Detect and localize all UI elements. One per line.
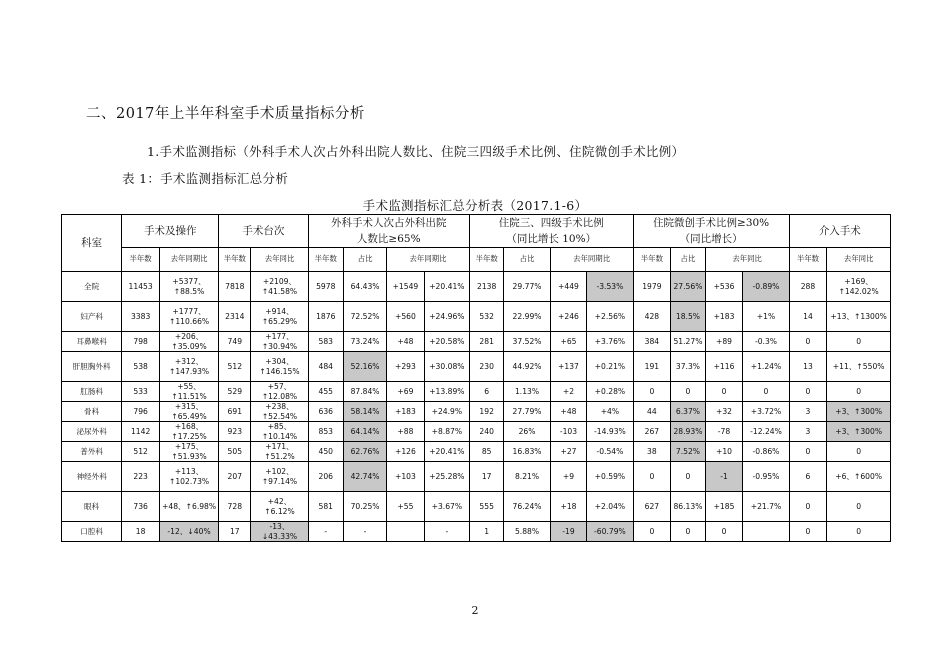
dept-cell: 口腔科 — [62, 522, 122, 542]
data-cell: 0 — [789, 492, 827, 522]
data-cell: 28.93% — [671, 422, 705, 442]
data-cell: 736 — [122, 492, 160, 522]
data-cell: +65 — [550, 332, 587, 352]
data-cell: -0.3% — [743, 332, 789, 352]
data-cell: +20.41% — [424, 442, 469, 462]
data-cell: 384 — [633, 332, 671, 352]
data-cell: +183 — [387, 402, 425, 422]
dept-cell: 肛肠科 — [62, 382, 122, 402]
data-cell: -3.53% — [587, 272, 633, 302]
data-cell: +1.24% — [743, 352, 789, 382]
sub-header: 占比 — [344, 248, 387, 272]
table-row — [62, 352, 891, 382]
data-cell: 1142 — [122, 422, 160, 442]
table-row — [62, 402, 891, 422]
data-cell: +169、↑142.02% — [827, 272, 891, 302]
dept-cell: 普外科 — [62, 442, 122, 462]
data-cell: +206、↑35.09% — [159, 332, 218, 352]
data-cell: +536 — [705, 272, 743, 302]
data-cell: +1% — [743, 302, 789, 332]
data-cell: +13.89% — [424, 382, 469, 402]
data-cell: - — [424, 522, 469, 542]
data-cell: 18.5% — [671, 302, 705, 332]
data-cell: 87.84% — [344, 382, 387, 402]
data-cell: 2314 — [219, 302, 251, 332]
data-cell: +11、↑550% — [827, 352, 891, 382]
surgery-indicator-table — [61, 214, 891, 542]
data-cell: +0.28% — [587, 382, 633, 402]
data-cell: 728 — [219, 492, 251, 522]
data-cell: 627 — [633, 492, 671, 522]
data-cell: 70.25% — [344, 492, 387, 522]
data-cell: 512 — [219, 352, 251, 382]
data-cell: 6 — [469, 382, 503, 402]
data-cell: 0 — [705, 522, 743, 542]
table-row — [62, 492, 891, 522]
data-cell: +25.28% — [424, 462, 469, 492]
data-cell: +85、↑10.14% — [251, 422, 308, 442]
data-cell: -60.79% — [587, 522, 633, 542]
sub-header: 占比 — [671, 248, 705, 272]
data-cell: -14.93% — [587, 422, 633, 442]
data-cell: +126 — [387, 442, 425, 462]
data-cell: 85 — [469, 442, 503, 462]
data-cell: -12、↓40% — [159, 522, 218, 542]
data-cell: +3.67% — [424, 492, 469, 522]
data-cell: 0 — [827, 442, 891, 462]
data-cell: 6.37% — [671, 402, 705, 422]
sub-header: 去年同比 — [705, 248, 789, 272]
data-cell: 0 — [789, 522, 827, 542]
data-cell: +2.56% — [587, 302, 633, 332]
data-cell: 44.92% — [504, 352, 550, 382]
sub-header: 去年同期比 — [159, 248, 218, 272]
data-cell: 581 — [308, 492, 344, 522]
data-cell: +1777、↑110.66% — [159, 302, 218, 332]
data-cell: +48 — [387, 332, 425, 352]
data-cell: 18 — [122, 522, 160, 542]
data-cell: +238、↑52.54% — [251, 402, 308, 422]
data-cell: -12.24% — [743, 422, 789, 442]
data-cell: +304、↑146.15% — [251, 352, 308, 382]
data-cell: 505 — [219, 442, 251, 462]
data-cell: 267 — [633, 422, 671, 442]
sub-header: 半年数 — [469, 248, 503, 272]
dept-cell: 全院 — [62, 272, 122, 302]
data-cell: 281 — [469, 332, 503, 352]
data-cell: +30.08% — [424, 352, 469, 382]
data-cell: 3 — [789, 402, 827, 422]
data-cell: -0.86% — [743, 442, 789, 462]
data-cell: +55 — [387, 492, 425, 522]
data-cell: 0 — [743, 382, 789, 402]
group-header: 外科手术人次占外科出院 人数比≥65% — [308, 215, 469, 248]
sub-header: 去年同期比 — [550, 248, 633, 272]
data-cell: 0 — [671, 522, 705, 542]
data-cell: +24.9% — [424, 402, 469, 422]
data-cell: 6 — [789, 462, 827, 492]
data-cell: 0 — [789, 332, 827, 352]
data-cell: +171、↑51.2% — [251, 442, 308, 462]
data-cell: 0 — [827, 332, 891, 352]
data-cell: 38 — [633, 442, 671, 462]
group-header: 住院三、四级手术比例 （同比增长 10%） — [469, 215, 633, 248]
data-cell: +48、↑6.98% — [159, 492, 218, 522]
col-dept: 科室 — [62, 215, 122, 272]
data-cell: 207 — [219, 462, 251, 492]
data-cell: 484 — [308, 352, 344, 382]
data-cell: 17 — [469, 462, 503, 492]
data-cell: 923 — [219, 422, 251, 442]
sub-header: 去年同比 — [251, 248, 308, 272]
data-cell: 240 — [469, 422, 503, 442]
data-cell: 3383 — [122, 302, 160, 332]
page-number: 2 — [471, 604, 479, 617]
data-cell: -0.95% — [743, 462, 789, 492]
data-cell: +4% — [587, 402, 633, 422]
data-cell: 428 — [633, 302, 671, 332]
dept-cell: 骨科 — [62, 402, 122, 422]
data-cell: +185 — [705, 492, 743, 522]
data-cell: 288 — [789, 272, 827, 302]
data-cell: +9 — [550, 462, 587, 492]
data-cell — [743, 522, 789, 542]
data-cell: 62.76% — [344, 442, 387, 462]
data-cell: +88 — [387, 422, 425, 442]
data-cell: +18 — [550, 492, 587, 522]
table-row — [62, 302, 891, 332]
table-caption: 表 1：手术监测指标汇总分析 — [122, 171, 289, 186]
group-header: 介入手术 — [789, 215, 890, 248]
section-heading: 二、2017年上半年科室手术质量指标分析 — [86, 106, 365, 122]
dept-cell: 肝胆胸外科 — [62, 352, 122, 382]
data-cell: 0 — [827, 522, 891, 542]
data-cell: 44 — [633, 402, 671, 422]
data-cell: 583 — [308, 332, 344, 352]
data-cell: 86.13% — [671, 492, 705, 522]
data-cell: 0 — [633, 382, 671, 402]
table-row — [62, 332, 891, 352]
data-cell: 52.16% — [344, 352, 387, 382]
data-cell: 27.56% — [671, 272, 705, 302]
data-cell: +102、↑97.14% — [251, 462, 308, 492]
data-cell: 27.79% — [504, 402, 550, 422]
data-cell: 5.88% — [504, 522, 550, 542]
data-cell: - — [308, 522, 344, 542]
data-cell: 58.14% — [344, 402, 387, 422]
table-row — [62, 422, 891, 442]
data-cell: +3、↑300% — [827, 422, 891, 442]
data-cell: +32 — [705, 402, 743, 422]
data-cell: 529 — [219, 382, 251, 402]
data-cell: -13、↓43.33% — [251, 522, 308, 542]
data-cell: +246 — [550, 302, 587, 332]
data-cell: 73.24% — [344, 332, 387, 352]
data-cell: +312、↑147.93% — [159, 352, 218, 382]
data-cell: +177、↑30.94% — [251, 332, 308, 352]
data-cell: +168、↑17.25% — [159, 422, 218, 442]
data-cell: 29.77% — [504, 272, 550, 302]
data-cell: +3.72% — [743, 402, 789, 422]
data-cell: 0 — [789, 382, 827, 402]
data-cell: 0 — [671, 382, 705, 402]
data-cell: +8.87% — [424, 422, 469, 442]
data-cell: +1549 — [387, 272, 425, 302]
data-cell: 853 — [308, 422, 344, 442]
data-cell: 0 — [633, 522, 671, 542]
data-cell: 538 — [122, 352, 160, 382]
data-cell: 76.24% — [504, 492, 550, 522]
data-cell: +0.21% — [587, 352, 633, 382]
dept-cell: 神经外科 — [62, 462, 122, 492]
data-cell: 0 — [633, 462, 671, 492]
data-cell: 5978 — [308, 272, 344, 302]
data-cell: 64.14% — [344, 422, 387, 442]
data-cell: 17 — [219, 522, 251, 542]
data-cell: +914、↑65.29% — [251, 302, 308, 332]
data-cell: 7.52% — [671, 442, 705, 462]
sub-header: 半年数 — [219, 248, 251, 272]
table-row — [62, 522, 891, 542]
data-cell: 11453 — [122, 272, 160, 302]
table-row — [62, 382, 891, 402]
data-cell: -0.89% — [743, 272, 789, 302]
data-cell: 42.74% — [344, 462, 387, 492]
data-cell: 555 — [469, 492, 503, 522]
data-cell: 0 — [827, 382, 891, 402]
data-cell: 796 — [122, 402, 160, 422]
dept-cell: 耳鼻喉科 — [62, 332, 122, 352]
data-cell: 192 — [469, 402, 503, 422]
data-cell: 26% — [504, 422, 550, 442]
sub-header: 半年数 — [308, 248, 344, 272]
data-cell: +315、↑65.49% — [159, 402, 218, 422]
data-cell: 0 — [671, 462, 705, 492]
table-row — [62, 462, 891, 492]
data-cell: 14 — [789, 302, 827, 332]
data-cell: 206 — [308, 462, 344, 492]
data-cell: +0.59% — [587, 462, 633, 492]
data-cell: 0 — [789, 442, 827, 462]
data-cell: +55、↑11.51% — [159, 382, 218, 402]
data-cell: 1 — [469, 522, 503, 542]
data-cell: 749 — [219, 332, 251, 352]
data-cell: 691 — [219, 402, 251, 422]
group-header: 住院微创手术比例≥30% （同比增长） — [633, 215, 789, 248]
data-cell: 37.52% — [504, 332, 550, 352]
data-cell: 512 — [122, 442, 160, 462]
data-cell: 798 — [122, 332, 160, 352]
data-cell: +3.76% — [587, 332, 633, 352]
data-cell: -0.54% — [587, 442, 633, 462]
data-cell: +183 — [705, 302, 743, 332]
data-cell: +3、↑300% — [827, 402, 891, 422]
sub-header: 去年同期比 — [387, 248, 470, 272]
data-cell: -103 — [550, 422, 587, 442]
data-cell: +113、↑102.73% — [159, 462, 218, 492]
data-cell: +560 — [387, 302, 425, 332]
group-header: 手术台次 — [219, 215, 308, 248]
table-title: 手术监测指标汇总分析表（2017.1-6） — [362, 198, 588, 213]
data-cell: 1.13% — [504, 382, 550, 402]
data-cell: +5377、↑88.5% — [159, 272, 218, 302]
data-cell: +27 — [550, 442, 587, 462]
sub-header: 去年同比 — [827, 248, 891, 272]
data-cell: 16.83% — [504, 442, 550, 462]
data-cell: 2138 — [469, 272, 503, 302]
sub-header: 占比 — [504, 248, 550, 272]
data-cell: - — [344, 522, 387, 542]
data-cell: +24.96% — [424, 302, 469, 332]
data-cell: +6、↑600% — [827, 462, 891, 492]
dept-cell: 泌尿外科 — [62, 422, 122, 442]
data-cell: +293 — [387, 352, 425, 382]
data-cell: 1876 — [308, 302, 344, 332]
data-cell: +10 — [705, 442, 743, 462]
data-cell: -19 — [550, 522, 587, 542]
data-cell: 0 — [705, 382, 743, 402]
data-cell: +69 — [387, 382, 425, 402]
data-cell: +2109、↑41.58% — [251, 272, 308, 302]
data-cell: 64.43% — [344, 272, 387, 302]
data-cell: +2.04% — [587, 492, 633, 522]
data-cell: +137 — [550, 352, 587, 382]
sub-header: 半年数 — [789, 248, 827, 272]
sub-header: 半年数 — [122, 248, 160, 272]
data-cell: 72.52% — [344, 302, 387, 332]
data-cell: +20.58% — [424, 332, 469, 352]
data-cell: -1 — [705, 462, 743, 492]
data-cell: +57、↑12.08% — [251, 382, 308, 402]
data-cell: +13、↑1300% — [827, 302, 891, 332]
data-cell: 8.21% — [504, 462, 550, 492]
data-cell — [387, 522, 425, 542]
data-cell: 533 — [122, 382, 160, 402]
data-cell: -78 — [705, 422, 743, 442]
table-row — [62, 272, 891, 302]
data-cell: +20.41% — [424, 272, 469, 302]
data-cell: +21.7% — [743, 492, 789, 522]
data-cell: 13 — [789, 352, 827, 382]
data-cell: 3 — [789, 422, 827, 442]
sub-header: 半年数 — [633, 248, 671, 272]
data-cell: 1979 — [633, 272, 671, 302]
paragraph-indicators: 1.手术监测指标（外科手术人次占外科出院人数比、住院三四级手术比例、住院微创手术比例） — [147, 144, 685, 159]
data-cell: 450 — [308, 442, 344, 462]
data-cell: +48 — [550, 402, 587, 422]
data-cell: +2 — [550, 382, 587, 402]
dept-cell: 眼科 — [62, 492, 122, 522]
data-cell: +449 — [550, 272, 587, 302]
data-cell: +116 — [705, 352, 743, 382]
data-cell: +42、↑6.12% — [251, 492, 308, 522]
data-cell: 191 — [633, 352, 671, 382]
data-cell: 455 — [308, 382, 344, 402]
group-header: 手术及操作 — [122, 215, 219, 248]
data-cell: 0 — [827, 492, 891, 522]
data-cell: 636 — [308, 402, 344, 422]
data-cell: 230 — [469, 352, 503, 382]
data-cell: 223 — [122, 462, 160, 492]
dept-cell: 妇产科 — [62, 302, 122, 332]
data-cell: +103 — [387, 462, 425, 492]
table-row — [62, 442, 891, 462]
data-cell: 7818 — [219, 272, 251, 302]
data-cell: +175、↑51.93% — [159, 442, 218, 462]
data-cell: 37.3% — [671, 352, 705, 382]
data-cell: +89 — [705, 332, 743, 352]
data-cell: 22.99% — [504, 302, 550, 332]
data-cell: 51.27% — [671, 332, 705, 352]
data-cell: 532 — [469, 302, 503, 332]
